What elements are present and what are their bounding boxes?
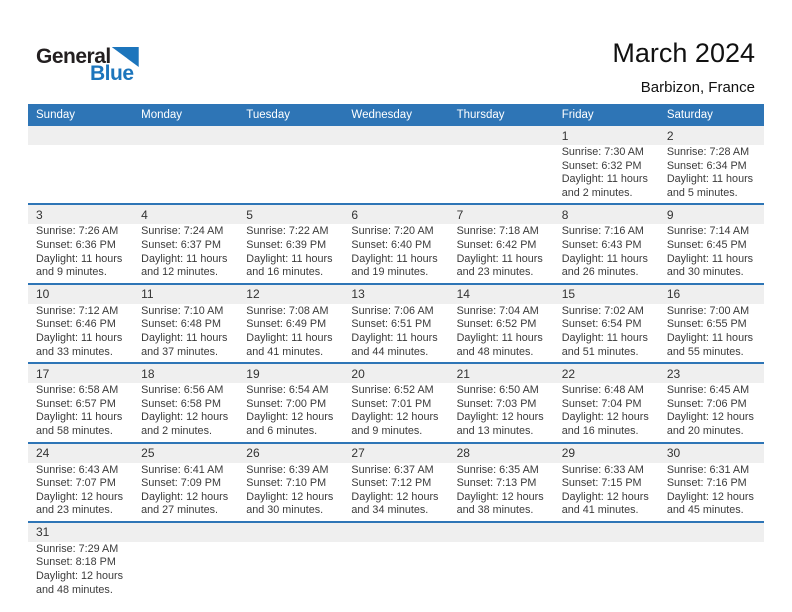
day-detail-line: Sunset: 6:46 PM	[36, 318, 116, 331]
day-detail-line: and 19 minutes.	[351, 266, 429, 279]
week-row	[28, 285, 764, 364]
week-row	[28, 126, 764, 205]
day-cell	[28, 224, 133, 282]
day-detail-line: Sunrise: 7:06 AM	[351, 304, 434, 317]
day-number: 2	[666, 128, 674, 143]
day-detail-line: Sunset: 7:09 PM	[141, 477, 221, 490]
day-number: 15	[561, 287, 576, 302]
day-cell	[133, 304, 238, 362]
day-cell	[133, 224, 238, 282]
day-detail-line: Daylight: 11 hours	[561, 173, 648, 186]
day-number: 4	[141, 207, 148, 222]
day-detail-line: Sunset: 6:45 PM	[666, 238, 747, 251]
day-detail-line: Sunrise: 7:28 AM	[666, 146, 750, 158]
empty-day-cell	[343, 145, 448, 203]
day-detail-line: Daylight: 12 hours	[141, 490, 229, 503]
day-details-row	[28, 383, 764, 441]
day-number: 10	[36, 287, 50, 302]
day-cell	[238, 383, 343, 441]
page-subtitle: Barbizon, France	[640, 79, 755, 96]
day-detail-line: and 27 minutes.	[141, 504, 218, 517]
day-detail-line: Daylight: 11 hours	[561, 252, 648, 265]
day-detail-line: Sunset: 7:01 PM	[351, 397, 432, 410]
day-number: 7	[456, 207, 464, 222]
day-number: 12	[246, 287, 260, 302]
day-detail-line: Sunrise: 6:43 AM	[36, 463, 119, 476]
day-cell	[554, 224, 659, 282]
day-detail-line: and 2 minutes.	[561, 186, 633, 199]
day-detail-line: Sunrise: 6:48 AM	[561, 384, 644, 397]
day-details-row	[28, 542, 764, 600]
day-detail-line: Sunrise: 6:39 AM	[246, 463, 329, 476]
day-cell	[238, 304, 343, 362]
day-detail-line: Sunrise: 7:30 AM	[561, 146, 644, 158]
week-row	[28, 444, 764, 523]
day-number: 21	[456, 366, 470, 381]
day-number: 20	[351, 366, 365, 381]
day-detail-line: and 33 minutes.	[36, 345, 113, 358]
day-number: 18	[141, 366, 155, 381]
empty-day-cell	[449, 145, 554, 203]
day-detail-line: Sunset: 6:51 PM	[351, 318, 432, 331]
day-detail-line: Daylight: 11 hours	[666, 173, 754, 186]
day-detail-line: Sunset: 6:55 PM	[666, 318, 747, 331]
day-detail-line: Daylight: 11 hours	[36, 331, 123, 344]
day-detail-line: Daylight: 12 hours	[36, 490, 124, 503]
day-cell	[449, 383, 554, 441]
day-detail-line: Sunset: 6:57 PM	[36, 397, 116, 410]
day-detail-line: Sunset: 6:40 PM	[351, 238, 432, 251]
day-cell	[238, 463, 343, 521]
day-detail-line: Daylight: 12 hours	[456, 411, 544, 424]
day-detail-line: Sunset: 7:07 PM	[36, 477, 116, 490]
day-number: 5	[246, 207, 253, 222]
day-detail-line: Sunset: 6:37 PM	[141, 238, 221, 251]
day-detail-line: Daylight: 12 hours	[351, 411, 439, 424]
day-detail-line: Sunset: 6:49 PM	[246, 318, 327, 331]
day-detail-line: Sunrise: 6:52 AM	[351, 384, 434, 397]
day-detail-line: Sunrise: 6:41 AM	[141, 463, 224, 476]
calendar-weeks	[28, 126, 764, 600]
day-number-strip	[28, 126, 764, 145]
week-row	[28, 364, 764, 443]
weekday-header-sunday: Sunday	[36, 109, 76, 121]
day-number: 23	[666, 366, 681, 381]
logo-text-blue: Blue	[90, 62, 134, 85]
day-detail-line: and 51 minutes.	[561, 345, 639, 358]
day-cell	[343, 304, 448, 362]
day-detail-line: Daylight: 12 hours	[36, 570, 124, 583]
day-number: 14	[456, 287, 470, 302]
day-cell	[28, 463, 133, 521]
day-cell	[659, 304, 764, 362]
day-detail-line: Sunrise: 6:37 AM	[351, 463, 434, 476]
empty-day-cell	[659, 542, 764, 600]
day-detail-line: Sunset: 6:43 PM	[561, 238, 642, 251]
day-detail-line: Sunrise: 6:56 AM	[141, 384, 224, 397]
day-number: 31	[36, 525, 50, 540]
empty-day-cell	[343, 542, 448, 600]
day-detail-line: Sunrise: 6:33 AM	[561, 463, 644, 476]
day-detail-line: and 16 minutes.	[561, 424, 639, 437]
day-details-row	[28, 304, 764, 362]
day-cell	[659, 383, 764, 441]
day-detail-line: Daylight: 11 hours	[141, 252, 228, 265]
calendar	[28, 104, 764, 600]
day-number-strip	[28, 205, 764, 224]
day-number: 30	[666, 446, 681, 460]
day-detail-line: and 30 minutes.	[246, 504, 324, 517]
day-detail-line: and 34 minutes.	[351, 504, 429, 517]
day-cell	[133, 463, 238, 521]
day-detail-line: Sunset: 8:18 PM	[36, 556, 116, 569]
day-cell	[449, 304, 554, 362]
day-detail-line: and 45 minutes.	[666, 504, 744, 517]
day-detail-line: and 30 minutes.	[666, 266, 744, 279]
day-detail-line: Sunset: 7:06 PM	[666, 397, 747, 410]
day-detail-line: Sunrise: 7:16 AM	[561, 225, 644, 238]
day-detail-line: and 41 minutes.	[246, 345, 324, 358]
day-number: 13	[351, 287, 365, 302]
general-blue-logo	[36, 46, 139, 84]
day-detail-line: Daylight: 12 hours	[561, 411, 649, 424]
weekday-header-monday: Monday	[141, 109, 183, 121]
weekday-header-wednesday: Wednesday	[351, 109, 412, 121]
day-number: 24	[36, 446, 50, 460]
day-cell	[659, 463, 764, 521]
day-detail-line: Sunset: 6:48 PM	[141, 318, 221, 331]
day-detail-line: Sunset: 7:00 PM	[246, 397, 327, 410]
day-detail-line: Sunrise: 7:02 AM	[561, 304, 644, 317]
day-details-row	[28, 463, 764, 521]
empty-day-cell	[449, 542, 554, 600]
day-detail-line: Sunset: 6:39 PM	[246, 238, 327, 251]
day-number-strip	[28, 285, 764, 304]
day-detail-line: Sunrise: 7:12 AM	[36, 304, 119, 317]
day-detail-line: Daylight: 11 hours	[141, 331, 228, 344]
day-detail-line: Sunset: 7:03 PM	[456, 397, 537, 410]
day-detail-line: Sunset: 6:54 PM	[561, 318, 642, 331]
day-detail-line: Sunrise: 7:18 AM	[456, 225, 539, 238]
day-detail-line: Daylight: 11 hours	[246, 252, 333, 265]
day-detail-line: Sunset: 7:13 PM	[456, 477, 537, 490]
day-detail-line: Sunrise: 7:20 AM	[351, 225, 434, 238]
day-detail-line: Sunrise: 7:26 AM	[36, 225, 119, 238]
day-detail-line: and 37 minutes.	[141, 345, 218, 358]
day-detail-line: and 16 minutes.	[246, 266, 324, 279]
empty-day-cell	[133, 145, 238, 203]
day-detail-line: Sunset: 7:12 PM	[351, 477, 432, 490]
day-number: 19	[246, 366, 260, 381]
day-details-row	[28, 145, 764, 203]
day-detail-line: Sunrise: 6:35 AM	[456, 463, 539, 476]
day-detail-line: and 48 minutes.	[36, 583, 113, 596]
weekday-header-friday: Friday	[561, 109, 594, 121]
day-detail-line: and 9 minutes.	[36, 266, 107, 279]
weekday-header-saturday: Saturday	[666, 109, 713, 121]
day-detail-line: and 26 minutes.	[561, 266, 639, 279]
day-detail-line: Sunrise: 7:22 AM	[246, 225, 329, 238]
day-detail-line: Sunrise: 6:45 AM	[666, 384, 750, 397]
day-detail-line: Sunset: 6:58 PM	[141, 397, 221, 410]
day-cell	[238, 224, 343, 282]
weekday-header-row	[28, 104, 764, 126]
page-title: March 2024	[612, 38, 755, 68]
day-cell	[343, 463, 448, 521]
day-detail-line: and 38 minutes.	[456, 504, 534, 517]
day-number: 25	[141, 446, 155, 460]
day-detail-line: and 6 minutes.	[246, 424, 318, 437]
day-detail-line: Daylight: 12 hours	[666, 490, 754, 503]
day-cell	[554, 383, 659, 441]
day-detail-line: and 2 minutes.	[141, 424, 212, 437]
day-number-strip	[28, 444, 764, 463]
day-detail-line: Sunrise: 7:24 AM	[141, 225, 224, 238]
day-detail-line: Sunrise: 6:31 AM	[666, 463, 750, 476]
day-detail-line: Daylight: 11 hours	[351, 252, 438, 265]
day-number: 26	[246, 446, 260, 460]
week-row	[28, 205, 764, 284]
day-detail-line: and 9 minutes.	[351, 424, 423, 437]
day-detail-line: Daylight: 12 hours	[246, 411, 334, 424]
day-detail-line: Daylight: 11 hours	[666, 252, 754, 265]
day-detail-line: Sunset: 7:15 PM	[561, 477, 642, 490]
day-detail-line: and 5 minutes.	[666, 186, 738, 199]
day-detail-line: and 12 minutes.	[141, 266, 218, 279]
day-detail-line: Sunset: 6:32 PM	[561, 159, 642, 172]
day-detail-line: Sunrise: 7:29 AM	[36, 542, 119, 555]
day-number-strip	[28, 364, 764, 383]
day-number-strip	[28, 523, 764, 542]
day-detail-line: Sunrise: 6:54 AM	[246, 384, 329, 397]
day-number: 6	[351, 207, 359, 222]
weekday-header-tuesday: Tuesday	[246, 109, 290, 121]
day-number: 1	[561, 128, 569, 143]
empty-day-cell	[238, 145, 343, 203]
day-detail-line: Sunset: 6:42 PM	[456, 238, 537, 251]
day-number: 9	[666, 207, 674, 222]
day-number: 28	[456, 446, 470, 460]
day-detail-line: Sunrise: 7:10 AM	[141, 304, 224, 317]
day-detail-line: Sunset: 6:36 PM	[36, 238, 116, 251]
day-detail-line: and 41 minutes.	[561, 504, 639, 517]
day-detail-line: Daylight: 12 hours	[561, 490, 649, 503]
day-detail-line: Daylight: 11 hours	[456, 252, 543, 265]
day-cell	[659, 145, 764, 203]
day-detail-line: and 20 minutes.	[666, 424, 744, 437]
empty-day-cell	[133, 542, 238, 600]
day-detail-line: and 13 minutes.	[456, 424, 534, 437]
day-cell	[449, 224, 554, 282]
day-detail-line: Sunset: 7:10 PM	[246, 477, 327, 490]
day-detail-line: Daylight: 11 hours	[456, 331, 543, 344]
day-detail-line: and 48 minutes.	[456, 345, 534, 358]
day-detail-line: Sunrise: 7:04 AM	[456, 304, 539, 317]
day-detail-line: Daylight: 12 hours	[666, 411, 754, 424]
day-detail-line: and 58 minutes.	[36, 424, 113, 437]
weekday-header-thursday: Thursday	[456, 109, 505, 121]
day-detail-line: Daylight: 11 hours	[36, 411, 123, 424]
day-detail-line: Daylight: 11 hours	[561, 331, 648, 344]
day-number: 22	[561, 366, 576, 381]
day-detail-line: Sunset: 6:52 PM	[456, 318, 537, 331]
day-cell	[449, 463, 554, 521]
day-detail-line: Sunrise: 7:08 AM	[246, 304, 329, 317]
day-detail-line: Sunset: 7:04 PM	[561, 397, 642, 410]
day-detail-line: Daylight: 12 hours	[246, 490, 334, 503]
day-cell	[28, 542, 133, 600]
day-cell	[28, 383, 133, 441]
day-detail-line: and 23 minutes.	[456, 266, 534, 279]
day-number: 16	[666, 287, 681, 302]
day-detail-line: and 44 minutes.	[351, 345, 429, 358]
empty-day-cell	[554, 542, 659, 600]
day-detail-line: Daylight: 12 hours	[456, 490, 544, 503]
day-cell	[554, 463, 659, 521]
day-cell	[554, 304, 659, 362]
empty-day-cell	[238, 542, 343, 600]
day-detail-line: Daylight: 11 hours	[36, 252, 123, 265]
day-cell	[659, 224, 764, 282]
empty-day-cell	[28, 145, 133, 203]
day-detail-line: and 55 minutes.	[666, 345, 744, 358]
day-cell	[554, 145, 659, 203]
day-detail-line: Daylight: 12 hours	[351, 490, 439, 503]
day-cell	[343, 383, 448, 441]
day-number: 8	[561, 207, 569, 222]
week-row	[28, 523, 764, 600]
day-detail-line: and 23 minutes.	[36, 504, 113, 517]
day-number: 29	[561, 446, 576, 460]
day-cell	[343, 224, 448, 282]
day-detail-line: Sunrise: 7:14 AM	[666, 225, 750, 238]
day-detail-line: Daylight: 11 hours	[351, 331, 438, 344]
day-details-row	[28, 224, 764, 282]
title-block	[612, 38, 755, 96]
day-detail-line: Daylight: 12 hours	[141, 411, 229, 424]
day-detail-line: Sunrise: 6:50 AM	[456, 384, 539, 397]
day-number: 11	[141, 287, 154, 302]
day-number: 17	[36, 366, 50, 381]
logo-text-general: General	[36, 45, 111, 68]
day-detail-line: Sunset: 6:34 PM	[666, 159, 747, 172]
day-number: 3	[36, 207, 43, 222]
day-cell	[28, 304, 133, 362]
day-detail-line: Daylight: 11 hours	[246, 331, 333, 344]
day-detail-line: Sunset: 7:16 PM	[666, 477, 747, 490]
day-detail-line: Daylight: 11 hours	[666, 331, 754, 344]
day-cell	[133, 383, 238, 441]
day-detail-line: Sunrise: 6:58 AM	[36, 384, 119, 397]
day-detail-line: Sunrise: 7:00 AM	[666, 304, 750, 317]
day-number: 27	[351, 446, 365, 460]
